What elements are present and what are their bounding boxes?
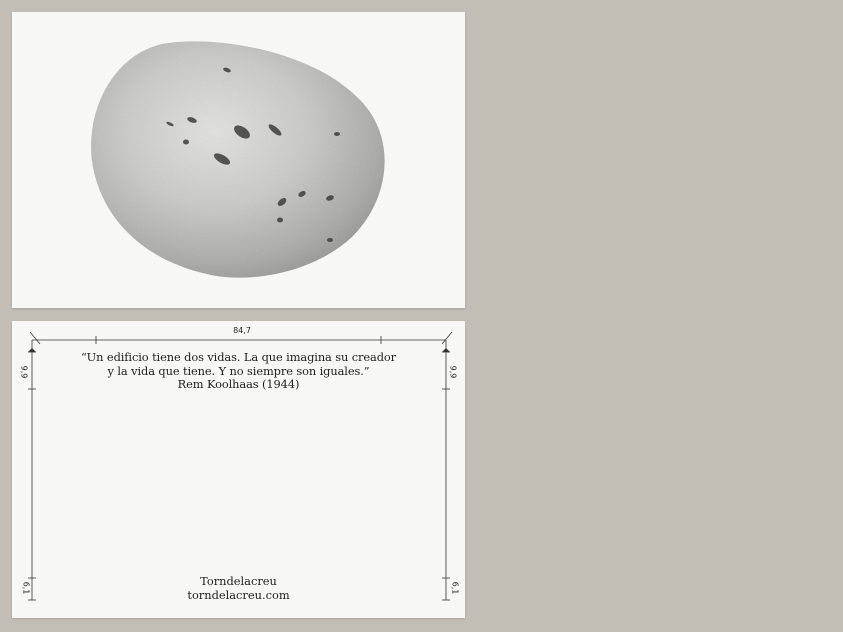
brand-name: Torndelacreu <box>200 574 277 588</box>
quote-block <box>52 351 425 392</box>
quote-line-1: “Un edificio tiene dos vidas. La que imagina su creador <box>80 350 397 364</box>
stone-image <box>12 12 465 308</box>
dimension-right-top-label: 9,9 <box>448 365 458 379</box>
website-link: torndelacreu.com <box>187 587 290 602</box>
postcard-front <box>12 12 465 308</box>
quote-line-2: y la vida que tiene. Y no siempre son iguales.” <box>107 363 370 378</box>
dimension-left-bottom-label: 6,1 <box>21 581 31 595</box>
postcard-back <box>12 321 465 618</box>
dimension-left-top-label: 9,9 <box>19 365 29 379</box>
dimension-width-label: 84,7 <box>233 326 251 335</box>
quote-author: Rem Koolhaas (1944) <box>177 377 300 391</box>
dimension-right-bottom-label: 6,1 <box>450 581 460 595</box>
card-footer <box>52 575 425 602</box>
